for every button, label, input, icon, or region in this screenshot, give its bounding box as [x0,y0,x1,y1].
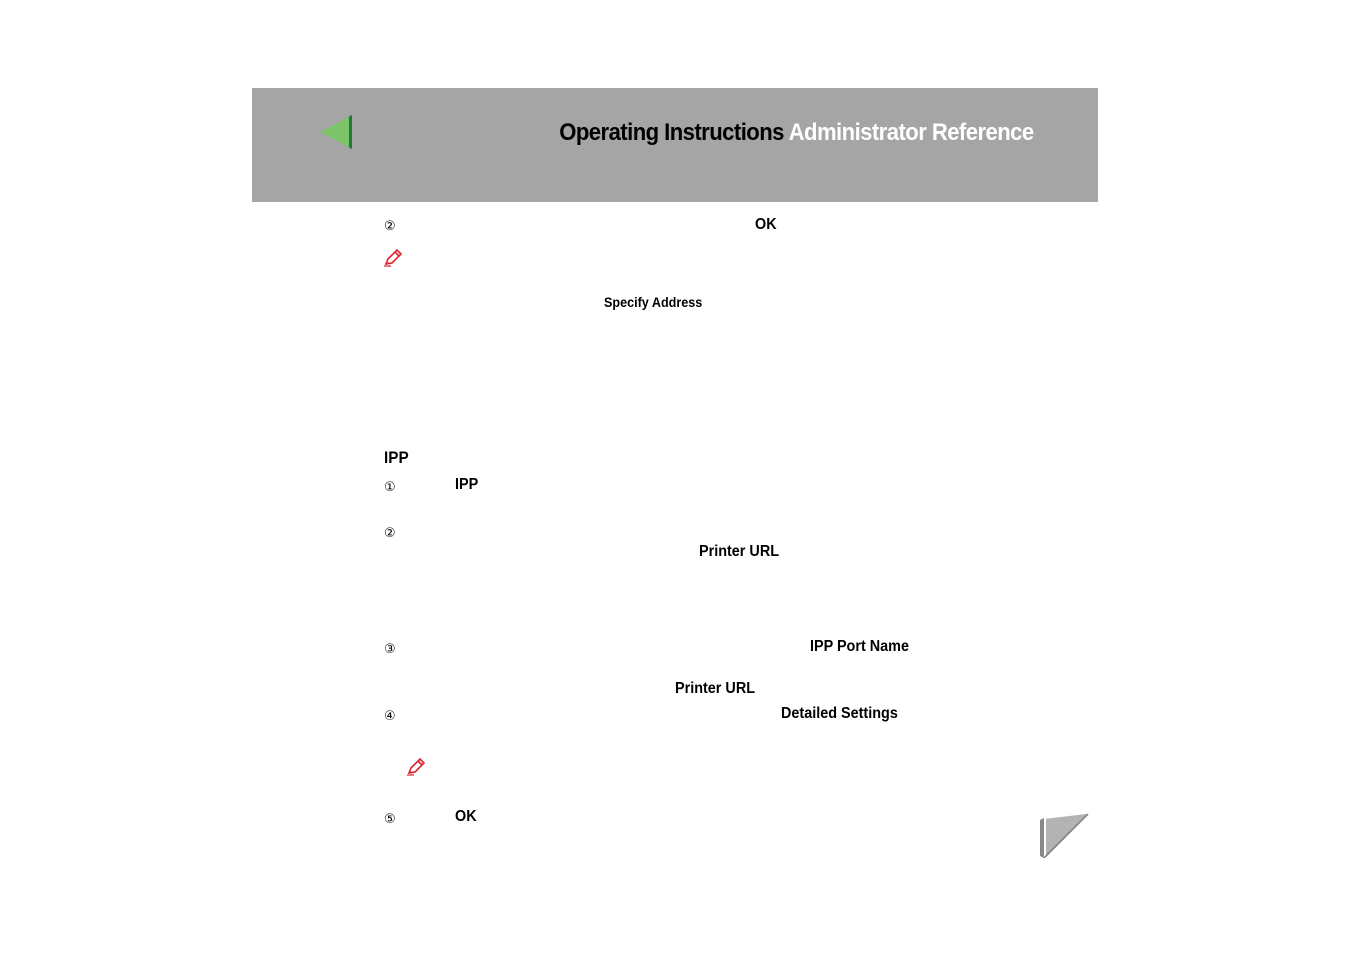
ipp-heading: IPP [384,448,409,467]
printer-url-keyword: Printer URL [675,680,756,697]
page-title [560,119,1034,147]
ok-keyword: OK [455,808,477,825]
step-marker: ④ [384,709,396,724]
step-marker: ② [384,219,396,234]
pencil-note-icon [383,249,403,267]
specify-address-keyword: Specify Address [604,294,703,310]
detailed-settings-keyword: Detailed Settings [781,705,898,722]
title-sub: Administrator Reference [789,119,1034,146]
step-marker: ② [384,526,396,541]
back-arrow-icon[interactable] [320,115,354,149]
step-marker: ⑤ [384,812,396,827]
step-marker: ① [384,480,396,495]
step-marker: ③ [384,642,396,657]
printer-url-keyword: Printer URL [699,543,780,560]
title-main: Operating Instructions [559,119,785,146]
pencil-note-icon [406,758,426,776]
ipp-port-name-keyword: IPP Port Name [810,638,909,655]
next-page-icon[interactable] [1038,812,1090,858]
page-header [252,88,1098,202]
ipp-keyword: IPP [455,476,479,493]
ok-keyword: OK [755,216,777,233]
